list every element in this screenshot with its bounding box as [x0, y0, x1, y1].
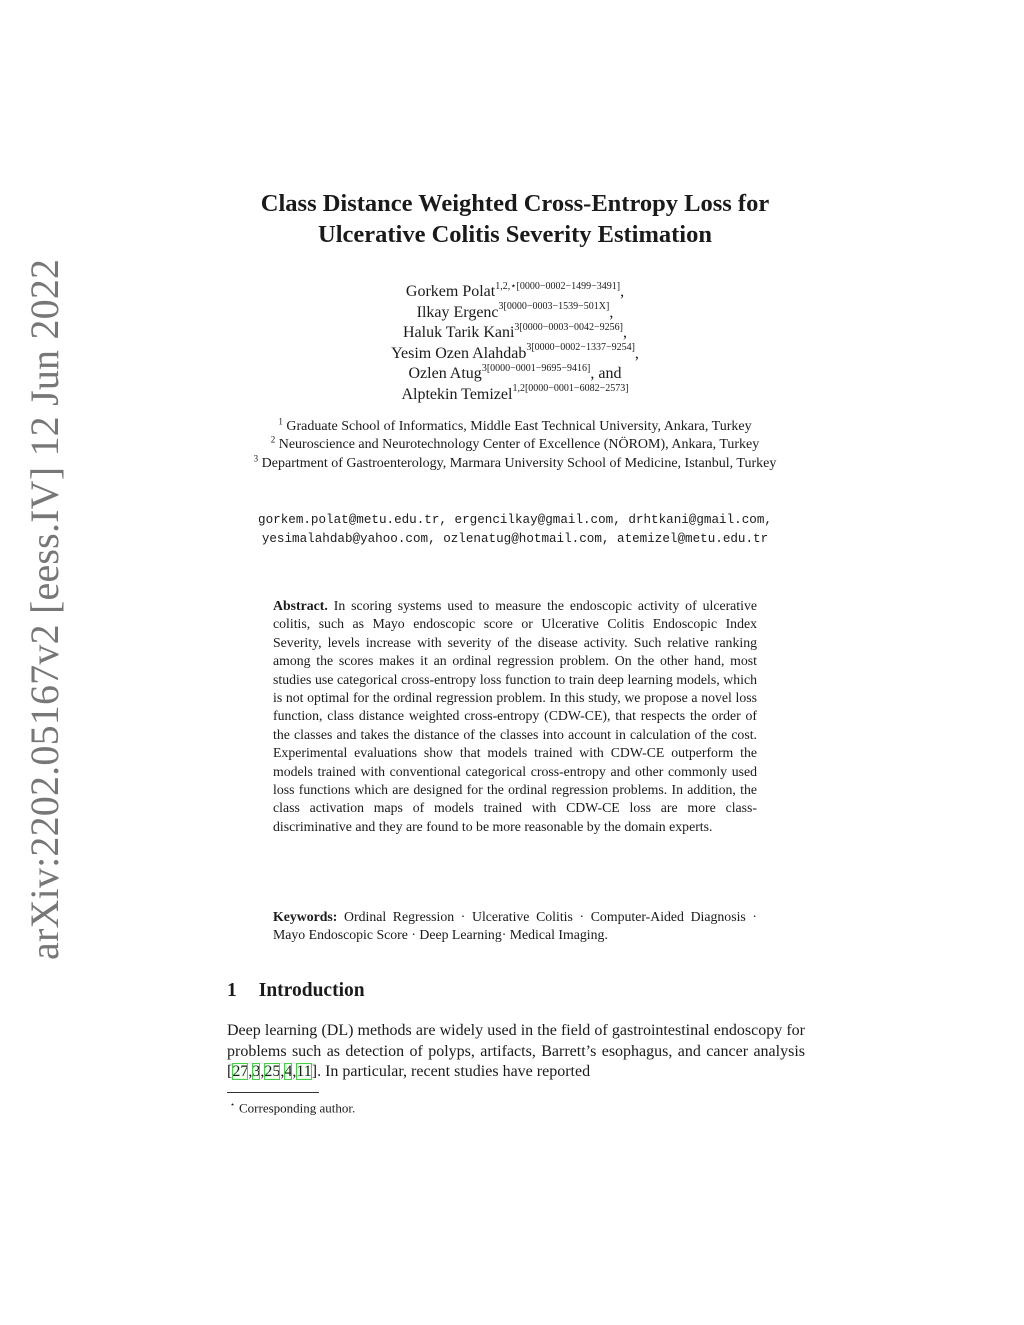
author-name: Yesim Ozen Alahdab [391, 344, 527, 362]
email-list [220, 511, 810, 549]
author [250, 323, 780, 344]
author-affiliation-orcid: 1,2,⋆[0000−0002−1499−3491] [495, 280, 621, 292]
email-line: yesimalahdab@yahoo.com, ozlenatug@hotmail.com, atemizel@metu.edu.tr [261, 532, 769, 546]
author-name: Ilkay Ergenc [416, 303, 499, 321]
affiliation-mark: 3 [253, 452, 259, 463]
author [250, 344, 780, 365]
footnote-mark: ⋆ [230, 1100, 236, 1109]
author-name: Alptekin Temizel [401, 385, 513, 403]
intro-text: Deep learning (DL) methods are widely used in the field of gastrointestinal endoscopy for problems such as detection of polyps, artifacts, Barrett’s esophagus, and cancer analysis [ [227, 1022, 805, 1080]
affiliation [220, 418, 810, 436]
affiliation-mark: 1 [278, 416, 283, 427]
citation-link[interactable]: 4 [284, 1063, 293, 1080]
author-affiliation-orcid: 1,2[0000−0001−6082−2573] [512, 383, 629, 395]
intro-paragraph: Deep learning (DL) methods are widely used in the field of gastrointestinal endoscopy for problems such as detection of polyps, artifacts, Barrett’s esophagus, and cancer analysis [27,3,25,4,11]. In particular, recent studies have reported [227, 1022, 805, 1080]
abstract-text: In scoring systems used to measure the endoscopic activity of ulcerative colitis, such as Mayo endoscopic score or Ulcerative Colitis Endoscopic Index Severity, levels increase with severity of the disease activity. Such relative ranking among the scores makes it an ordinal regression problem. On the other hand, most studies use categorical cross-entropy loss function to train deep learning models, which is not optimal for the ordinal regression problem. In this study, we propose a novel loss function, class distance weighted cross-entropy (CDW-CE), that respects the order of the classes and takes the distance of the classes into account in calculation of the cost. Experimental evaluations show that models trained with CDW-CE outperform the models trained with conventional categorical cross-entropy and other commonly used loss functions which are designed for the ordinal regression problems. In addition, the class activation maps of models trained with CDW-CE loss are more class-discriminative and they are found to be more reasonable by the domain experts. [273, 598, 757, 834]
abstract-label: Abstract. [273, 598, 328, 613]
author-separator: , [634, 344, 639, 362]
author [250, 303, 780, 324]
author-separator: , [609, 303, 614, 321]
affiliation-list [220, 418, 810, 473]
affiliation-text: Department of Gastroenterology, Marmara University School of Medicine, Istanbul, Turkey [261, 455, 777, 471]
paper-title [200, 188, 830, 250]
author-separator: , [623, 324, 628, 341]
affiliation [220, 436, 810, 454]
abstract [273, 597, 757, 836]
keywords-text: Ordinal Regression · Ulcerative Colitis · Computer-Aided Diagnosis · Mayo Endoscopic Score · Deep Learning· Medical Imaging. [273, 909, 757, 943]
author-name: Haluk Tarik Kani [402, 324, 515, 341]
section-heading [227, 978, 365, 1004]
author-separator: , [620, 283, 625, 300]
author-affiliation-orcid: 3[0000−0002−1337−9254] [526, 342, 635, 354]
author-name: Ozlen Atug [408, 365, 482, 382]
footnote-text: Corresponding author. [239, 1100, 356, 1116]
section-title: Introduction [258, 980, 365, 1001]
keywords [273, 908, 757, 945]
citation-link[interactable]: 27 [232, 1063, 249, 1080]
citation-link[interactable]: 25 [264, 1063, 281, 1080]
author-affiliation-orcid: 3[0000−0003−0042−9256] [514, 321, 624, 333]
author-name: Gorkem Polat [405, 283, 496, 300]
citation-link[interactable]: 3 [252, 1063, 261, 1080]
author [250, 364, 780, 385]
email-line: gorkem.polat@metu.edu.tr, ergencilkay@gmail.com, drhtkani@gmail.com, [258, 513, 772, 527]
intro-text: ]. In particular, recent studies have reported [311, 1063, 591, 1080]
citation-link[interactable]: 11 [296, 1063, 312, 1080]
footnote-divider [227, 1092, 319, 1093]
section-number: 1 [227, 980, 237, 1001]
affiliation-text: Graduate School of Informatics, Middle East Technical University, Ankara, Turkey [286, 419, 752, 434]
author [250, 282, 780, 303]
author-affiliation-orcid: 3[0000−0003−1539−501X] [498, 301, 610, 313]
title-line-2: Ulcerative Colitis Severity Estimation [318, 221, 712, 248]
author-affiliation-orcid: 3[0000−0001−9695−9416] [481, 362, 591, 374]
affiliation [220, 452, 810, 473]
footnote [230, 1096, 355, 1116]
author [250, 385, 780, 406]
affiliation-text: Neuroscience and Neurotechnology Center of Excellence (NÖROM), Ankara, Turkey [278, 437, 760, 453]
author-list [250, 282, 780, 405]
arxiv-identifier: arXiv:2202.05167v2 [eess.IV] 12 Jun 2022 [22, 258, 67, 960]
author-separator: , and [590, 365, 622, 382]
title-line-1: Class Distance Weighted Cross-Entropy Loss for [260, 190, 770, 217]
keywords-label: Keywords: [273, 909, 338, 924]
affiliation-mark: 2 [270, 434, 276, 445]
